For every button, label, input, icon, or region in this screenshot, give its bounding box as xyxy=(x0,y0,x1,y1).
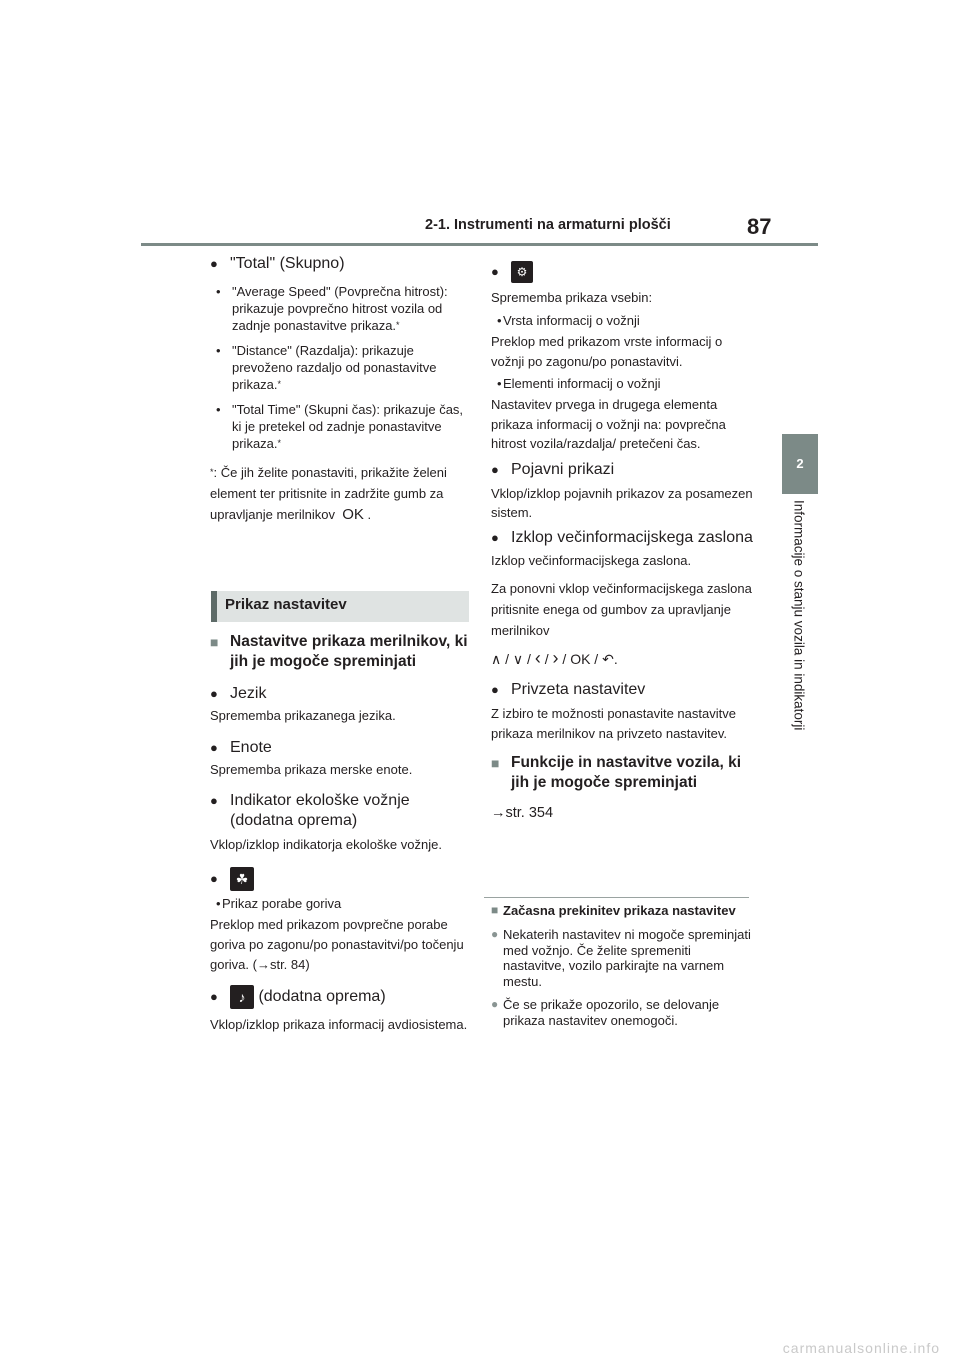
functions-heading: ■ Funkcije in nastavitve vozila, ki jih je mogoče spreminjati xyxy=(491,753,753,793)
change-text: Sprememba prikaza vsebin: xyxy=(491,290,653,305)
multi-display-text-1: Izklop večinformacijskega zaslona. xyxy=(491,552,692,568)
note-item-1: ● Nekaterih nastavitev ni mogoče spreminjati med vožnjo. Če želite spremeniti nastavitve, vozilo parkirajte na varnem mestu. xyxy=(491,927,753,989)
header-section-title: 2-1. Instrumenti na armaturni plošči xyxy=(425,217,671,233)
leaf-text: Preklop med prikazom povprečne porabe goriva po zagonu/po ponastavitvi/po točenju goriva. (→str. 84) xyxy=(210,917,464,973)
section-title: Prikaz nastavitev xyxy=(225,596,347,613)
chevron-right-icon: › xyxy=(552,648,559,668)
functions-ref: →str. 354 xyxy=(491,805,554,821)
header-divider xyxy=(141,243,818,246)
popup-text: Vklop/izklop pojavnih prikazov za posamezen sistem. xyxy=(491,485,753,520)
note-heading: ■ Začasna prekinitev prikaza nastavitev xyxy=(491,903,753,919)
left-column xyxy=(210,254,472,525)
leaf-heading xyxy=(210,867,472,891)
subsection-heading-gauge-settings: ■ Nastavitve prikaza merilnikov, ki jih je mogoče spreminjati xyxy=(210,632,472,672)
chapter-side-title-wrap xyxy=(786,500,812,900)
audio-text: Vklop/izklop prikaza informacij avdiosistema. xyxy=(210,1017,468,1033)
eco-text: Vklop/izklop indikatorja ekološke vožnje. xyxy=(210,837,442,852)
vehicle-info-heading xyxy=(491,260,753,284)
default-text: Z izbiro te možnosti ponastavite nastavitve prikaza merilnikov na privzeto nastavitev. xyxy=(491,706,736,741)
section-title-bar xyxy=(211,591,217,622)
music-note-icon: ♪ xyxy=(230,985,254,1009)
driving-info-type-text: Preklop med prikazom vrste informacij o vožnji po zagonu/po ponastavitvi. xyxy=(491,334,723,369)
eco-heading: ● Indikator ekološke vožnje (dodatna oprema) xyxy=(210,791,472,831)
jezik-heading: ● Jezik xyxy=(210,684,472,704)
total-item-total-time: • "Total Time" (Skupni čas): prikazuje čas, ki je pretekel od zadnje ponastavitve prikaza.* xyxy=(210,401,472,452)
ok-button-label-2: OK xyxy=(570,651,591,667)
total-item-average-speed: • "Average Speed" (Povprečna hitrost): prikazuje povprečno hitrost vozila od zadnje ponastavitve prikaza.* xyxy=(210,283,472,334)
driving-info-items-bullet: • Elementi informacij o vožnji xyxy=(491,375,753,392)
leaf-bullet: • Prikaz porabe goriva xyxy=(210,895,472,912)
default-heading: ● Privzeta nastavitev xyxy=(491,680,753,700)
enote-text: Sprememba prikaza merske enote. xyxy=(210,761,413,777)
back-icon: ↶ xyxy=(602,651,614,667)
chevron-down-icon: ∨ xyxy=(512,651,524,667)
jezik-text: Sprememba prikazanega jezika. xyxy=(210,708,396,723)
total-item-distance: • "Distance" (Razdalja): prikazuje prevoženo razdaljo od ponastavitve prikaza.* xyxy=(210,342,472,393)
page-number: 87 xyxy=(747,214,772,239)
vehicle-info-icon: ⚙ xyxy=(511,261,533,283)
note-divider xyxy=(484,897,749,898)
chapter-tab: 2 xyxy=(782,434,818,494)
note-item-2: ● Če se prikaže opozorilo, se delovanje prikaza nastavitev onemogoči. xyxy=(491,997,753,1028)
watermark: carmanualsonline.info xyxy=(782,1340,940,1356)
chevron-left-icon: ‹ xyxy=(534,648,541,668)
footnote: *: Če jih želite ponastaviti, prikažite želeni element ter pritisnite in zadržite gumb za upravljanje merilnikov OK . xyxy=(210,465,447,523)
driving-info-type-bullet: • Vrsta informacij o vožnji xyxy=(491,312,753,329)
enote-heading: ● Enote xyxy=(210,738,472,758)
multi-display-text-2: Za ponovni vklop večinformacijskega zaslona pritisnite enega od gumbov za upravljanje merilnikov xyxy=(491,581,752,638)
left-column-lower xyxy=(210,632,472,1035)
multi-display-heading: ● Izklop večinformacijskega zaslona xyxy=(491,528,753,548)
chevron-up-icon: ∧ xyxy=(491,651,502,667)
total-heading: ● "Total" (Skupno) xyxy=(210,254,472,274)
popup-heading: ● Pojavni prikazi xyxy=(491,460,753,480)
ok-button-label: OK xyxy=(342,506,364,523)
leaf-icon: ☘ xyxy=(230,867,254,891)
control-buttons-row: ∧ / ∨ / ‹ / › / OK / ↶. xyxy=(491,648,618,668)
driving-info-items-text: Nastavitev prvega in drugega elementa prikaza informacij o vožnji na: povprečna hitrost vozila/razdalja/ pretečeni čas. xyxy=(491,397,726,451)
chapter-side-title: Informacije o stanju vozila in indikatorji xyxy=(791,500,807,731)
note-block xyxy=(491,903,753,1028)
section-title-box xyxy=(211,591,469,622)
audio-heading: ● ♪ (dodatna oprema) xyxy=(210,985,472,1009)
right-column xyxy=(491,260,753,823)
